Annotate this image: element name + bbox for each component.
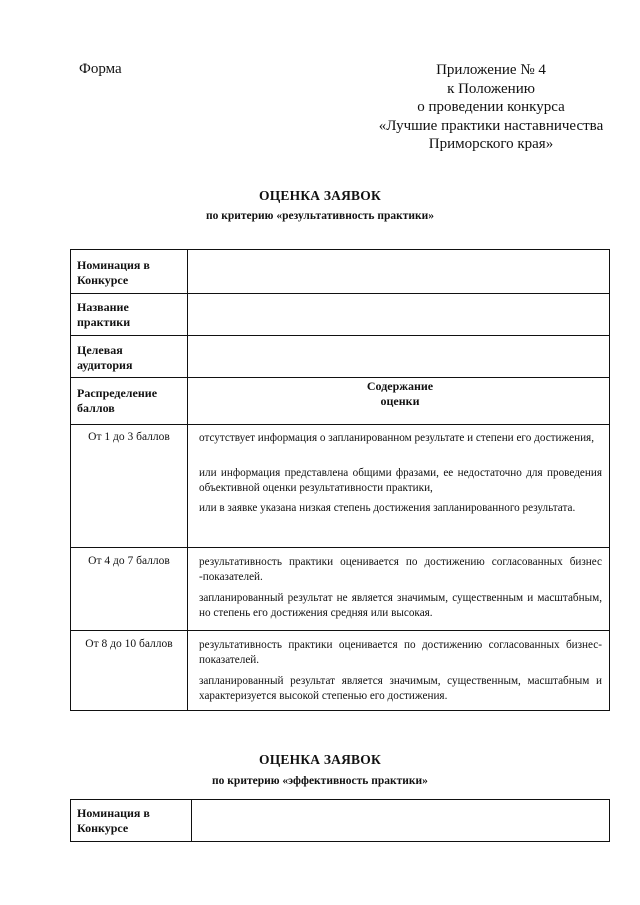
criterion-description: или информация представлена общими фразами, ее недостаточно для проведения объективной оценки результативности практики, [199, 467, 602, 494]
table-border [70, 799, 610, 800]
annex-line: о проведении конкурса [417, 99, 565, 115]
table-border [70, 293, 610, 294]
criterion-description: результативность практики оценивается по достижению согласованных бизнес -показателей. [199, 556, 602, 583]
annex-reference [360, 61, 622, 154]
target-audience-label: Целевая аудитория [77, 343, 133, 372]
table-border [70, 335, 610, 336]
table-border [187, 249, 188, 711]
annex-line: Приложение № 4 [436, 62, 546, 78]
points-range: От 1 до 3 баллов [88, 431, 170, 443]
table-border [609, 249, 610, 711]
annex-line: к Положению [447, 80, 535, 97]
annex-line: «Лучшие практики наставничества [378, 117, 604, 134]
criterion-description: результативность практики оценивается по достижению согласованных бизнес-показателей. [199, 639, 602, 666]
criterion-description: запланированный результат является значимым, существенным, масштабным и характеризуется высокой степенью его достижения. [199, 675, 602, 702]
points-distribution-label: Распределение баллов [77, 386, 158, 415]
table-border [70, 841, 610, 842]
section2-subtitle: по критерию «эффективность практики» [212, 775, 428, 787]
criterion-description: или в заявке указана низкая степень достижения запланированного результата. [199, 502, 576, 514]
table-border [609, 799, 610, 842]
section1-title: ОЦЕНКА ЗАЯВОК [259, 188, 381, 203]
section2-title: ОЦЕНКА ЗАЯВОК [259, 752, 381, 767]
table-border [70, 249, 610, 250]
table-border [70, 630, 610, 631]
annex-line: Приморского края» [428, 136, 554, 152]
form-label: Форма [79, 61, 122, 77]
nomination-label: Номинация в Конкурсе [77, 258, 150, 287]
content-header: Содержание оценки [366, 379, 434, 408]
table-border [70, 710, 610, 711]
points-range: От 4 до 7 баллов [88, 555, 170, 567]
criterion-description: отсутствует информация о запланированном результате и степени его достижения, [199, 432, 595, 444]
nomination-label: Номинация в Конкурсе [77, 806, 150, 835]
section1-subtitle: по критерию «результативность практики» [205, 210, 434, 222]
table-border [191, 799, 192, 842]
table-border [70, 377, 610, 378]
practice-name-label: Название практики [77, 300, 131, 329]
criterion-description: запланированный результат не является значимым, существенным и масштабным, но степень его достижения средняя или высокая. [199, 592, 602, 619]
table-border [70, 547, 610, 548]
table-border [70, 424, 610, 425]
table-border [70, 799, 71, 842]
points-range: От 8 до 10 баллов [85, 638, 173, 650]
